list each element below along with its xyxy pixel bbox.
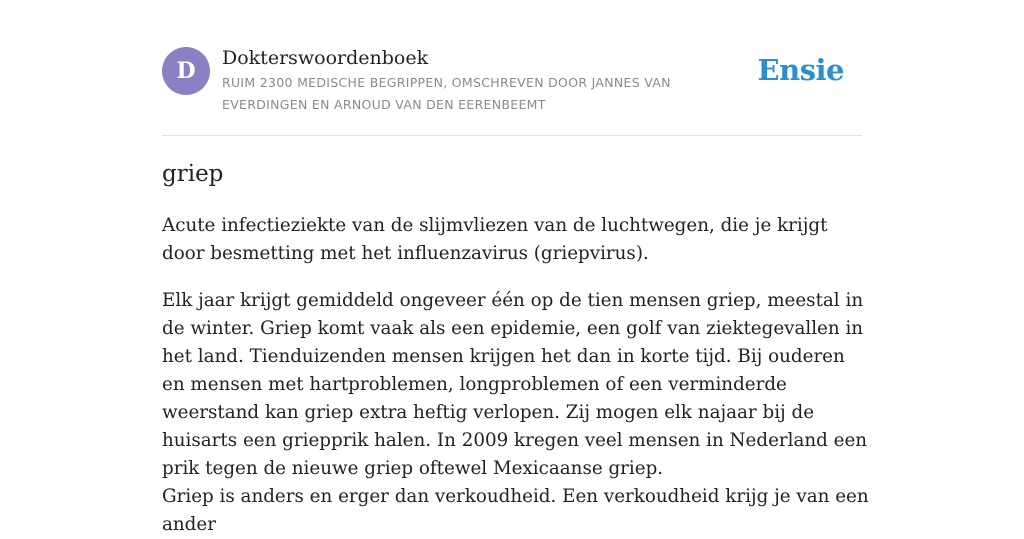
entry-term: griep	[162, 161, 224, 187]
ensie-logo[interactable]: Ensie	[757, 53, 844, 87]
source-title-link[interactable]: Dokterswoordenboek	[222, 47, 429, 69]
source-avatar[interactable]: D	[162, 47, 210, 95]
source-header	[162, 46, 862, 136]
entry-paragraph: Griep is anders en erger dan verkoudheid. Een verkoudheid krijg je van een ander	[162, 486, 869, 535]
entry-paragraph: Acute infectieziekte van de slijmvliezen van de luchtwegen, die je krijgt door besmetting met het influenzavirus (griepvirus).	[162, 215, 828, 264]
header-divider	[162, 135, 862, 136]
entry-paragraph: Elk jaar krijgt gemiddeld ongeveer één op de tien mensen griep, meestal in de winter. Griep komt vaak als een epidemie, een golf van ziektegevallen in het land. Tienduizenden mensen krijgen het dan in korte tijd. Bij ouderen en mensen met hartproblemen, longproblemen of een verminderde weerstand kan griep extra heftig verlopen. Zij mogen elk najaar bij de huisarts een griepprik halen. In 2009 kregen veel mensen in Nederland een prik tegen de nieuwe griep oftewel Mexicaanse griep.	[162, 290, 868, 479]
entry-content	[162, 212, 872, 539]
source-subtitle: RUIM 2300 MEDISCHE BEGRIPPEN, OMSCHREVEN DOOR JANNES VAN EVERDINGEN EN ARNOUD VAN DEN EERENBEEMT	[222, 75, 671, 112]
